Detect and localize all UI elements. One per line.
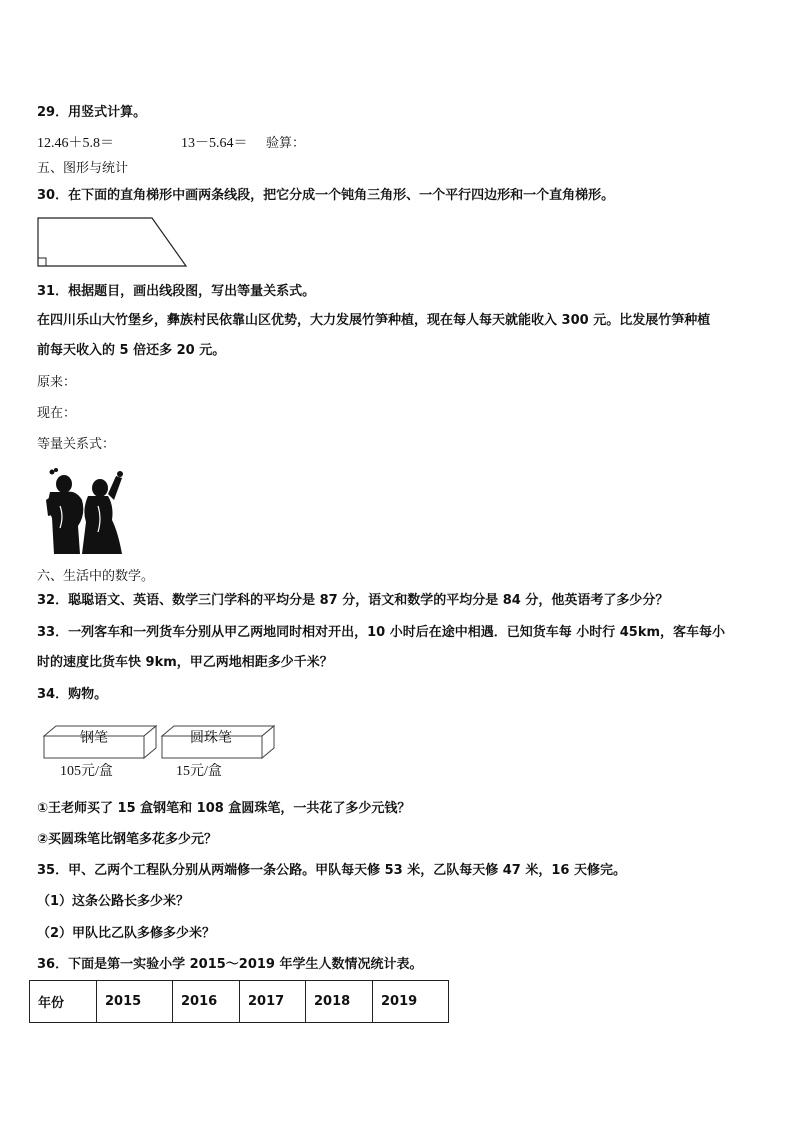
q35-title: 35．甲、乙两个工程队分别从两端修一条公路。甲队每天修 53 米，乙队每天修 47 米，16 天修完。	[37, 863, 626, 878]
pen-price: 105元/盒	[60, 764, 113, 779]
q36-title: 36．下面是第一实验小学 2015～2019 年学生人数情况统计表。	[37, 957, 423, 972]
section-5-heading: 五、图形与统计	[37, 161, 129, 176]
people-silhouette-illustration	[42, 466, 128, 558]
q35-sub-1: （1）这条公路长多少米？	[37, 894, 190, 909]
q30-title: 30．在下面的直角梯形中画两条线段，把它分成一个钝角三角形、一个平行四边形和一个直角梯形。	[37, 188, 615, 203]
q34-sub-2: ②买圆珠笔比钢笔多花多少元？	[37, 832, 218, 847]
q33-text-line-2: 时的速度比货车快 9km，甲乙两地相距多少千米？	[37, 655, 333, 670]
q31-now-label: 现在：	[37, 406, 77, 421]
q32-text: 32．聪聪语文、英语、数学三门学科的平均分是 87 分，语文和数学的平均分是 84 分，他英语考了多少分？	[37, 593, 669, 608]
pen-box-label: 钢笔	[80, 730, 108, 746]
table-header-cell: 2016	[173, 981, 240, 1023]
right-trapezoid-figure	[34, 214, 194, 270]
table-header-cell: 2015	[97, 981, 173, 1023]
q31-title: 31．根据题目，画出线段图，写出等量关系式。	[37, 284, 316, 299]
ballpoint-box-label: 圆珠笔	[190, 730, 232, 746]
table-header-cell: 2019	[373, 981, 449, 1023]
q29-expression-1: 12.46＋5.8＝	[37, 136, 114, 151]
q31-relation-label: 等量关系式：	[37, 437, 116, 452]
ballpoint-price: 15元/盒	[176, 764, 222, 779]
q29-check-label: 验算：	[266, 136, 306, 151]
table-header-row	[30, 981, 449, 1023]
q29-expression-2: 13－5.64＝	[181, 136, 248, 151]
q35-sub-2: （2）甲队比乙队多修多少米？	[37, 926, 216, 941]
student-count-table	[29, 980, 449, 1023]
table-header-cell: 2017	[240, 981, 306, 1023]
q34-title: 34．购物。	[37, 687, 108, 702]
table-header-cell: 年份	[30, 981, 97, 1023]
q31-text-line-2: 前每天收入的 5 倍还多 20 元。	[37, 343, 226, 358]
section-6-heading: 六、生活中的数学。	[37, 569, 155, 584]
table-header-cell: 2018	[306, 981, 373, 1023]
q31-before-label: 原来：	[37, 375, 77, 390]
q29-title: 29．用竖式计算。	[37, 105, 147, 120]
q34-sub-1: ①王老师买了 15 盒钢笔和 108 盒圆珠笔，一共花了多少元钱？	[37, 801, 411, 816]
q33-text-line-1: 33．一列客车和一列货车分别从甲乙两地同时相对开出，10 小时后在途中相遇．已知货车每 小时行 45km，客车每小	[37, 625, 726, 640]
q31-text-line-1: 在四川乐山大竹堡乡，彝族村民依靠山区优势，大力发展竹笋种植，现在每人每天就能收入 300 元。比发展竹笋种植	[37, 313, 711, 328]
